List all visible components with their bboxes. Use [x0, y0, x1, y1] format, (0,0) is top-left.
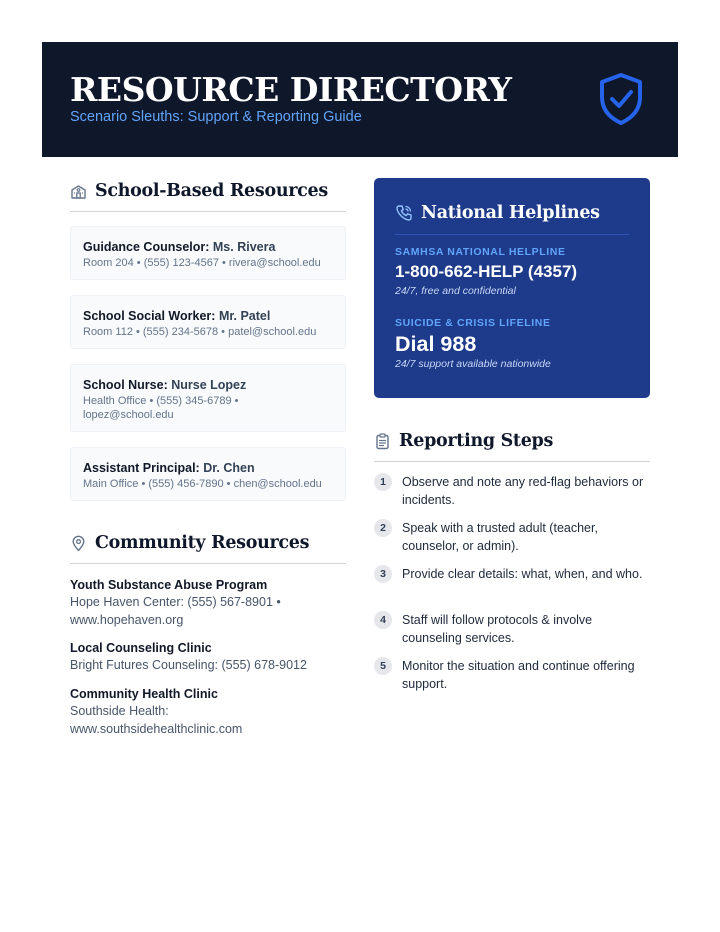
card-detail: Health Office • (555) 345-6789 • lopez@school.edu [83, 395, 239, 421]
card-role: School Social Worker: [83, 309, 216, 323]
community-item-name: Youth Substance Abuse Program [70, 578, 268, 592]
step-text: Monitor the situation and continue offering support. [402, 659, 635, 691]
resource-card [70, 447, 346, 501]
reporting-title: Reporting Steps [399, 431, 554, 451]
list-item [374, 611, 650, 647]
divider [70, 211, 346, 212]
card-detail: Main Office • (555) 456-7890 • chen@school.edu [83, 478, 322, 490]
clipboard-icon [374, 433, 391, 450]
community-section [70, 530, 346, 564]
helpline-item [395, 246, 577, 297]
card-name: Mr. Patel [218, 309, 271, 323]
step-number: 5 [374, 657, 392, 675]
school-icon [70, 183, 87, 200]
card-detail: Room 112 • (555) 234-5678 • patel@school.edu [83, 326, 317, 338]
location-pin-icon [70, 535, 87, 552]
step-text: Provide clear details: what, when, and who. [402, 567, 643, 581]
helplines-header [395, 200, 629, 226]
left-column [70, 178, 346, 736]
step-number: 3 [374, 565, 392, 583]
community-item [70, 577, 346, 629]
card-detail: Room 204 • (555) 123-4567 • rivera@school.edu [83, 257, 321, 269]
community-item-name: Community Health Clinic [70, 687, 218, 701]
helpline-label: SAMHSA NATIONAL HELPLINE [395, 246, 566, 258]
step-text: Speak with a trusted adult (teacher, counselor, or admin). [402, 521, 598, 553]
community-item-detail: Southside Health: www.southsidehealthclinic.com [70, 704, 243, 736]
helpline-number: Dial 988 [395, 332, 477, 356]
list-item [374, 657, 650, 693]
page-subtitle: Scenario Sleuths: Support & Reporting Guide [70, 109, 362, 125]
community-item [70, 640, 346, 674]
card-role: Guidance Counselor: [83, 240, 210, 254]
phone-icon [395, 204, 413, 222]
helpline-label: SUICIDE & CRISIS LIFELINE [395, 317, 551, 329]
helplines-title: National Helplines [421, 203, 600, 223]
helplines-card [374, 178, 650, 398]
card-name: Nurse Lopez [171, 378, 247, 392]
header-banner [42, 42, 678, 157]
community-item [70, 686, 346, 738]
step-number: 1 [374, 473, 392, 491]
helpline-number: 1-800-662-HELP (4357) [395, 262, 578, 281]
community-section-title: Community Resources [95, 533, 310, 553]
community-section-header [70, 530, 346, 556]
resource-card [70, 226, 346, 280]
divider [395, 234, 629, 235]
page-title: RESOURCE DIRECTORY [70, 70, 512, 109]
divider [374, 461, 650, 462]
step-text: Staff will follow protocols & involve counseling services. [402, 613, 593, 645]
list-item [374, 565, 650, 583]
list-item [374, 519, 650, 555]
community-item-detail: Bright Futures Counseling: (555) 678-9012 [70, 658, 307, 672]
helpline-note: 24/7, free and confidential [395, 285, 516, 297]
reporting-header [374, 428, 650, 454]
community-item-name: Local Counseling Clinic [70, 641, 212, 655]
helpline-item [395, 317, 551, 370]
card-role: Assistant Principal: [83, 461, 200, 475]
school-section-title: School-Based Resources [95, 181, 328, 201]
shield-check-icon [598, 72, 644, 126]
step-text: Observe and note any red-flag behaviors or incidents. [402, 475, 644, 507]
resource-card [70, 364, 346, 432]
card-name: Dr. Chen [203, 461, 255, 475]
resource-card [70, 295, 346, 349]
community-item-detail: Hope Haven Center: (555) 567-8901 • www.hopehaven.org [70, 595, 281, 627]
divider [70, 563, 346, 564]
helpline-note: 24/7 support available nationwide [395, 358, 551, 370]
card-role: School Nurse: [83, 378, 168, 392]
step-number: 2 [374, 519, 392, 537]
school-section-header [70, 178, 346, 204]
card-name: Ms. Rivera [212, 240, 276, 254]
reporting-section [374, 428, 650, 691]
step-number: 4 [374, 611, 392, 629]
list-item [374, 473, 650, 509]
